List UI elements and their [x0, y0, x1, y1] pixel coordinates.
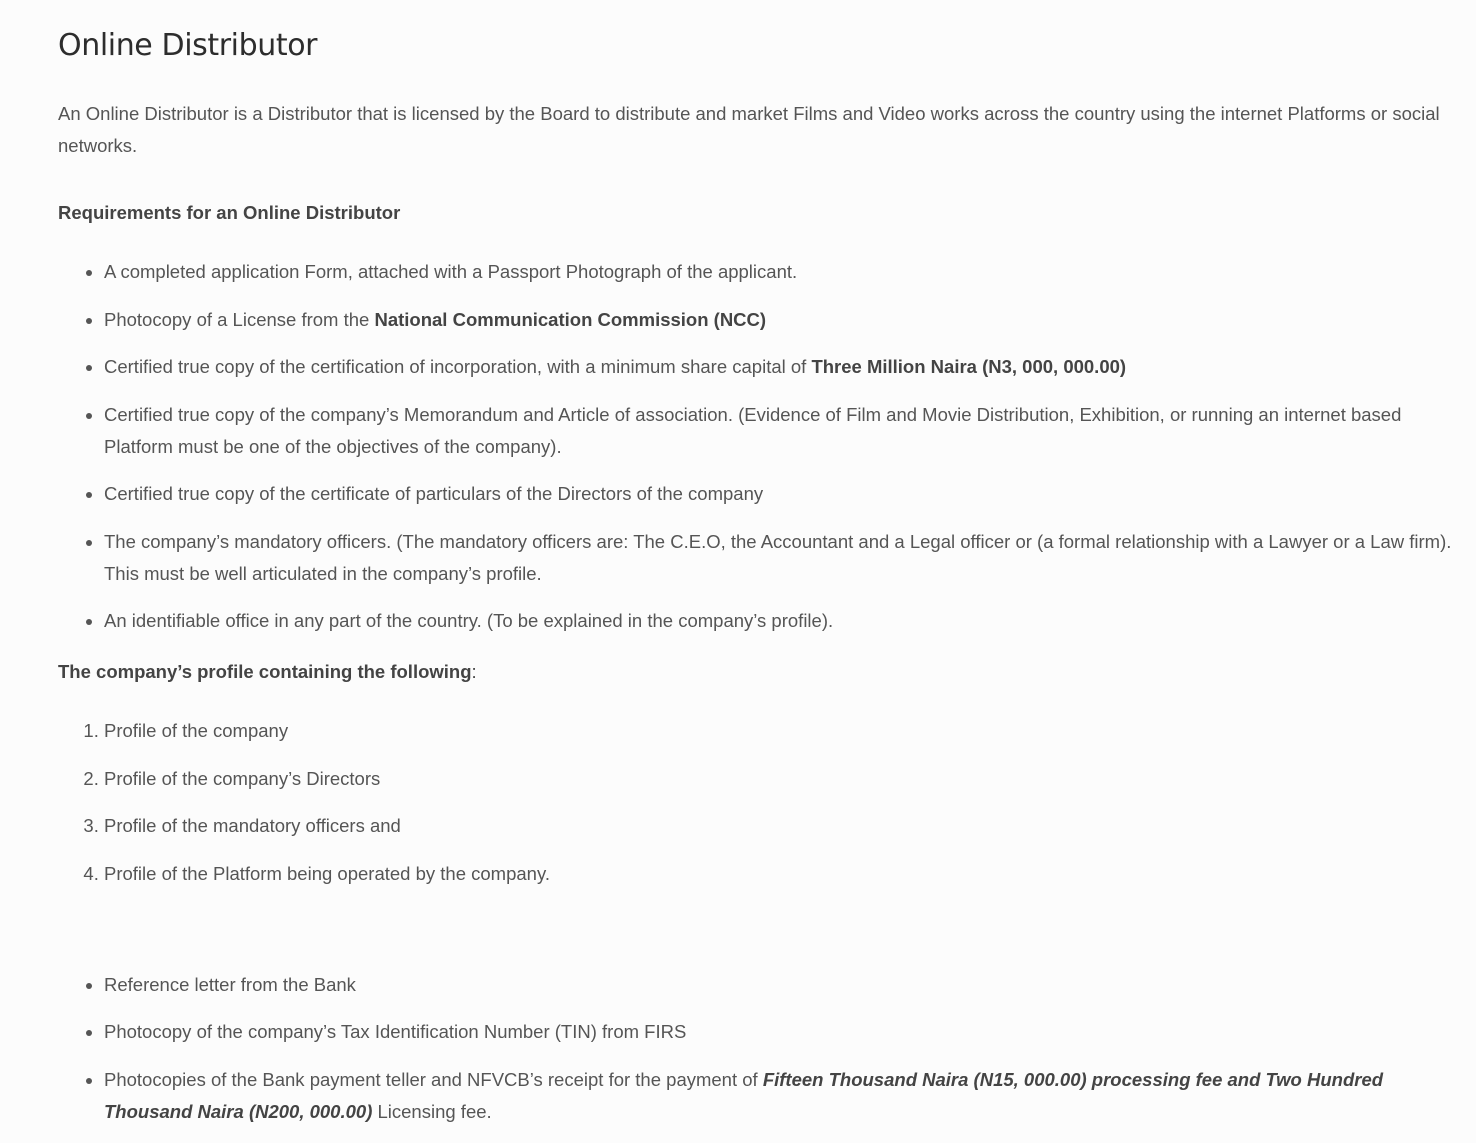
- list-item: [104, 351, 1458, 383]
- list-item-text: The company’s mandatory officers. (The mandatory officers are: The C.E.O, the Accountant and a Legal officer or (a formal relationship with a Lawyer or a Law firm). This must be well articulated in the company’s profile.: [104, 530, 1452, 584]
- list-item: [104, 1016, 1458, 1048]
- list-item-text: A completed application Form, attached with a Passport Photograph of the applicant.: [104, 261, 798, 282]
- profile-list: [58, 715, 1458, 890]
- list-item: 2. Profile of the company’s Directors: [104, 763, 1458, 795]
- list-item: [104, 969, 1458, 1001]
- list-item-bold-text: Three Million Naira (N3, 000, 000.00): [811, 356, 1127, 377]
- list-item: [104, 304, 1458, 336]
- list-item-text: Photocopy of the company’s Tax Identification Number (TIN) from FIRS: [104, 1021, 687, 1042]
- list-item-text: Photocopies of the Bank payment teller and NFVCB’s receipt for the payment of: [104, 1068, 763, 1090]
- profile-heading: [58, 660, 1458, 684]
- list-item-text: Photocopy of a License from the: [104, 308, 375, 330]
- list-item: [104, 1064, 1458, 1128]
- additional-requirements-list: [58, 969, 1458, 1128]
- list-item: [104, 399, 1458, 463]
- list-item: [104, 526, 1458, 590]
- profile-heading-text: The company’s profile containing the following: [58, 661, 472, 682]
- list-item-text: Certified true copy of the company’s Memorandum and Article of association. (Evidence of Film and Movie Distribution, Exhibition, or running an internet based Platform must be one of the objectives of the company).: [104, 403, 1402, 457]
- list-item-text: Certified true copy of the certificate of particulars of the Directors of the company: [104, 483, 764, 504]
- list-item-text: An identifiable office in any part of the country. (To be explained in the company’s profile).: [104, 610, 834, 631]
- intro-paragraph: An Online Distributor is a Distributor that is licensed by the Board to distribute and market Films and Video works across the country using the internet Platforms or social networks.: [58, 103, 1440, 156]
- list-item-text: Certified true copy of the certification of incorporation, with a minimum share capital of: [104, 356, 812, 377]
- fee-amount-text: Fifteen Thousand Naira (N15, 000.00) processing fee and Two Hundred Thousand Naira (N200, 000.00): [104, 1068, 1384, 1122]
- article-content: [58, 24, 1458, 1143]
- list-item: 1. Profile of the company: [104, 715, 1458, 747]
- list-item: [104, 478, 1458, 510]
- list-item: 3. Profile of the mandatory officers and: [104, 810, 1458, 842]
- list-item-bold-text: National Communication Commission (NCC): [374, 308, 767, 330]
- list-item: 4. Profile of the Platform being operated by the company.: [104, 858, 1458, 890]
- profile-heading-colon: :: [471, 661, 477, 682]
- list-item-suffix: Licensing fee.: [372, 1100, 492, 1122]
- list-item: [104, 256, 1458, 288]
- list-item: [104, 605, 1458, 637]
- page-title: Online Distributor: [58, 28, 318, 63]
- requirements-heading: Requirements for an Online Distributor: [58, 202, 401, 223]
- list-item-text: Reference letter from the Bank: [104, 973, 356, 995]
- requirements-list: [58, 256, 1458, 637]
